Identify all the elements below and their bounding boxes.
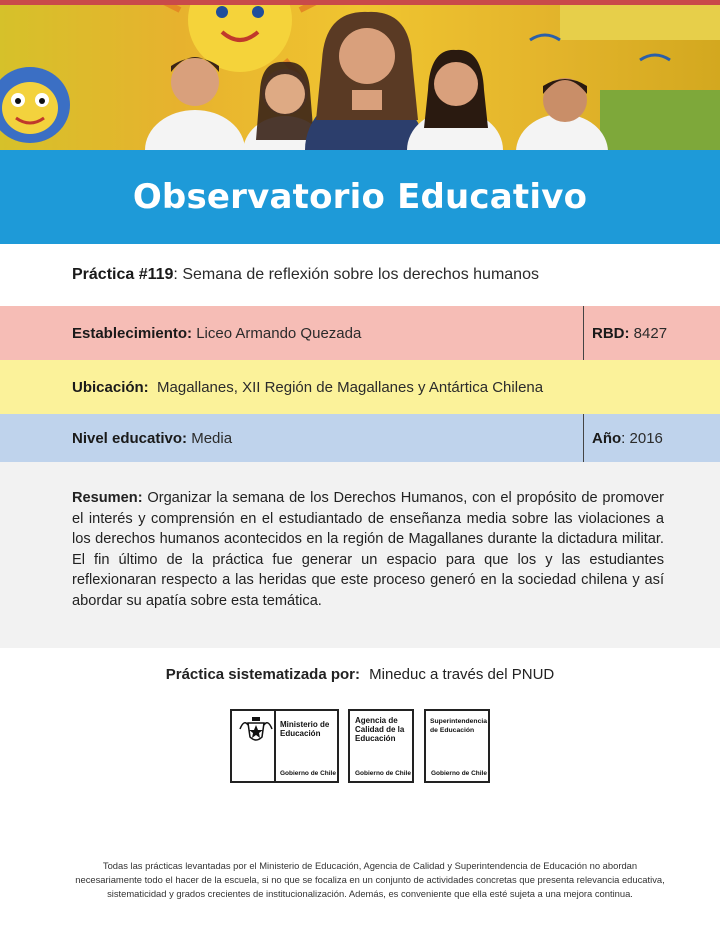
header-top-stripe xyxy=(0,0,720,5)
practice-colon: : xyxy=(173,266,183,283)
logo-1-line1: Ministerio de xyxy=(280,720,330,729)
logo-3-name xyxy=(430,717,487,735)
sistematizada-line xyxy=(0,666,720,683)
nivel-row xyxy=(0,414,720,462)
page-title: Observatorio Educativo xyxy=(132,177,588,217)
logo-2-line2: Calidad de la xyxy=(355,725,405,734)
logo-2-line3: Educación xyxy=(355,734,396,743)
ubicacion-label: Ubicación: xyxy=(72,378,149,396)
nivel-cell xyxy=(0,414,584,462)
establecimiento-cell xyxy=(0,306,584,360)
establecimiento-row xyxy=(0,306,720,360)
logo-3-line2: de Educación xyxy=(430,727,475,734)
logos-row xyxy=(0,709,720,785)
rbd-cell xyxy=(584,306,720,360)
practice-label: Práctica #119 xyxy=(72,266,174,283)
logo-1-line2: Educación xyxy=(280,729,321,738)
rbd-value: 8427 xyxy=(633,324,668,342)
anio-cell xyxy=(584,414,720,462)
anio-colon: : xyxy=(621,429,630,447)
resumen-label: Resumen: xyxy=(72,490,143,506)
practice-row xyxy=(0,244,720,306)
rbd-label: RBD: xyxy=(592,324,630,342)
logo-2-gob: Gobierno de Chile xyxy=(355,770,411,777)
ubicacion-value: Magallanes, XII Región de Magallanes y Antártica Chilena xyxy=(157,378,544,396)
anio-value: 2016 xyxy=(629,429,663,447)
logo-2-line1: Agencia de xyxy=(355,716,398,725)
logo-1-name xyxy=(280,720,329,738)
logo-2-name xyxy=(355,716,404,743)
title-bar xyxy=(0,150,720,244)
sistematizada-label: Práctica sistematizada por: xyxy=(165,666,360,683)
logo-superintendencia xyxy=(424,709,490,783)
coat-of-arms-icon xyxy=(236,715,276,749)
header-photo xyxy=(0,0,720,150)
logo-3-line1: Superintendencia xyxy=(430,718,488,725)
logo-1-gob: Gobierno de Chile xyxy=(280,770,336,777)
logo-ministerio-educacion xyxy=(230,709,339,783)
logo-3-gob: Gobierno de Chile xyxy=(431,770,487,777)
resumen-section xyxy=(0,462,720,648)
ubicacion-row xyxy=(0,360,720,414)
nivel-value: Media xyxy=(191,429,233,447)
establecimiento-label: Establecimiento: xyxy=(72,324,193,342)
sistematizada-value: Mineduc a través del PNUD xyxy=(369,666,555,683)
practice-value: Semana de reflexión sobre los derechos humanos xyxy=(182,266,539,283)
nivel-label: Nivel educativo: xyxy=(72,429,188,447)
anio-label: Año xyxy=(592,429,622,447)
establecimiento-value: Liceo Armando Quezada xyxy=(196,324,362,342)
header-photo-illustration xyxy=(0,0,720,150)
logo-divider xyxy=(274,711,276,781)
logo-agencia-calidad xyxy=(348,709,414,783)
resumen-text: Organizar la semana de los Derechos Humanos, con el propósito de promover el interés y comprensión en el estudiantado de enseñanza media sobre las violaciones a los derechos humanos acontecidos en la región de Magallanes durante la dictadura militar. El fin último de la práctica fue generar un espacio para que los y las estudiantes reflexionaran respecto a las heridas que este proceso generó en la sociedad chilena y así abordar su apatía sobre esta temática. xyxy=(72,490,665,609)
footer-disclaimer: Todas las prácticas levantadas por el Ministerio de Educación, Agencia de Calidad y Superintendencia de Educación no abordan necesariamente todo el hacer de la escuela, si no que se focaliza en un conjunto de actividades concretas que presenta relevancia educativa, sistematicidad y grados crecientes de institucionalización. Además, es conveniente que ella esté sujeta a una mejora continua. xyxy=(75,860,665,899)
